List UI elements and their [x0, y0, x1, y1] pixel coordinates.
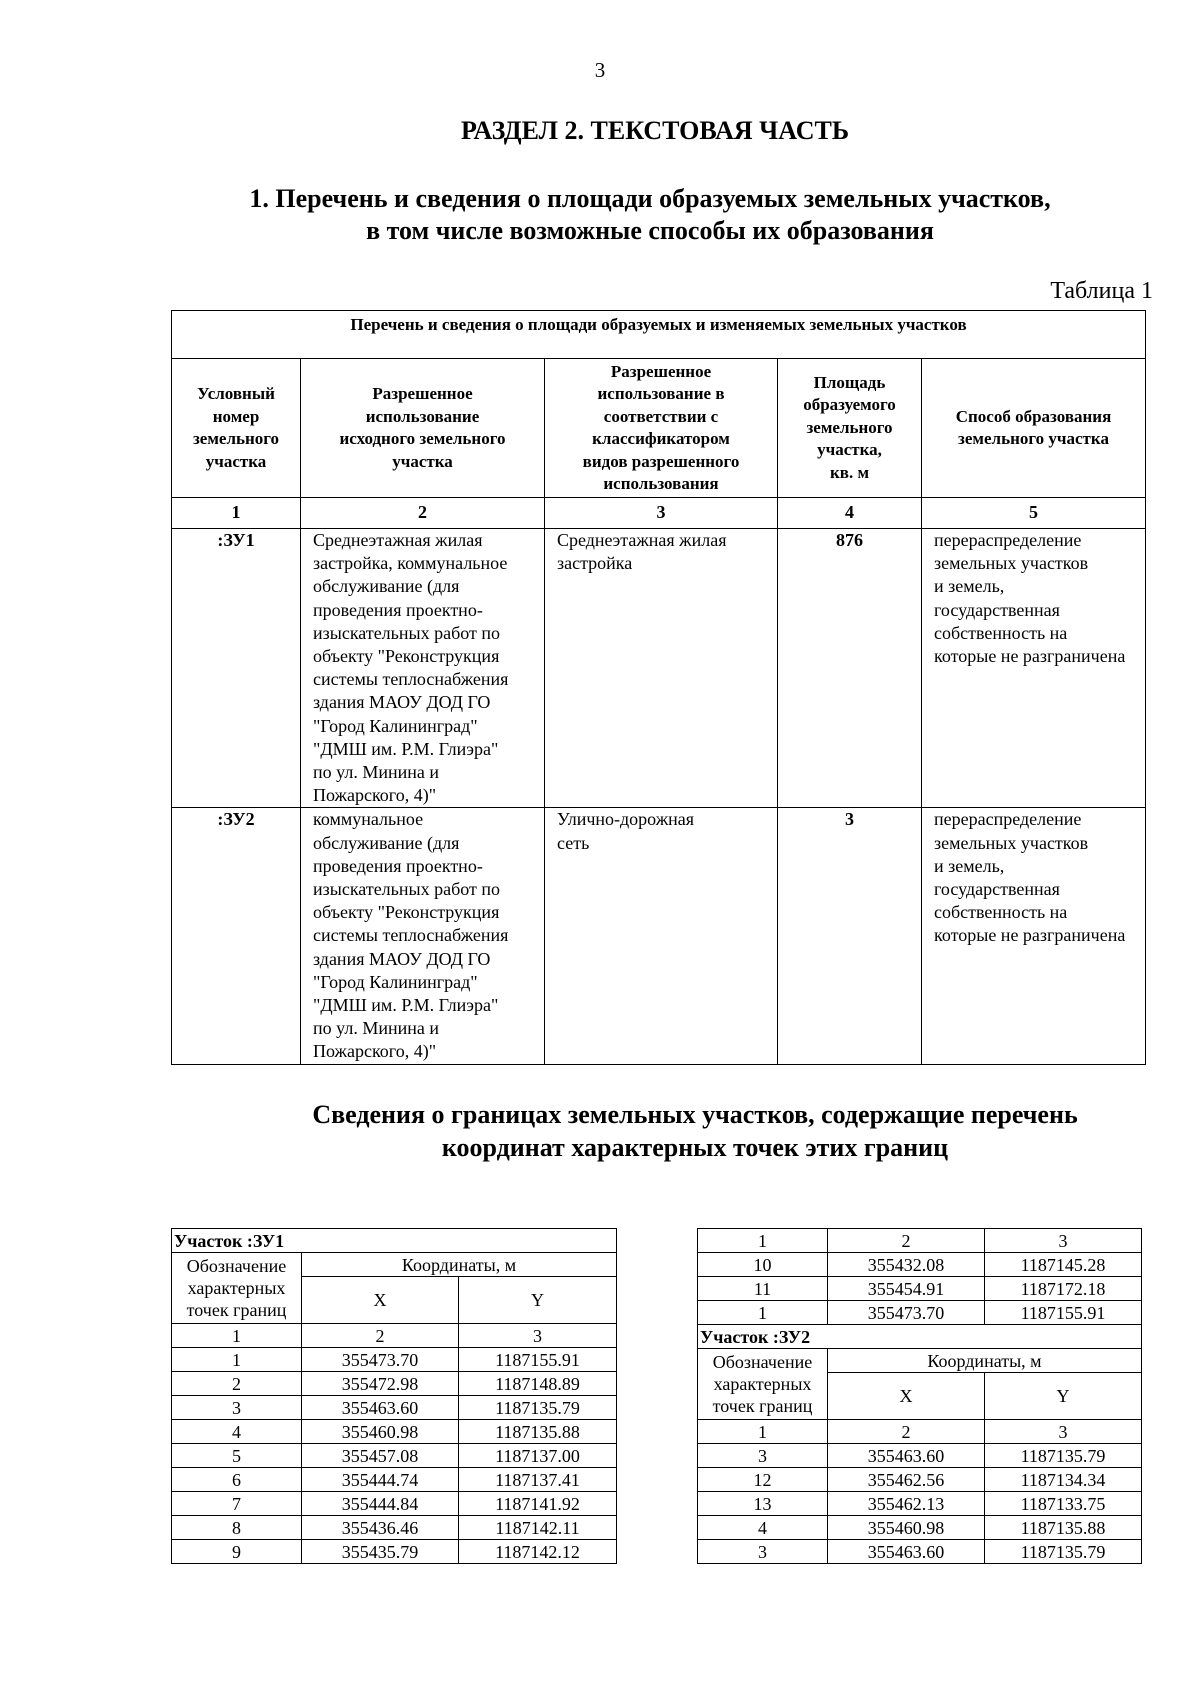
header-line: точек границ	[712, 1396, 813, 1416]
header-line: земельного	[192, 429, 280, 448]
boundaries-title	[240, 1098, 1150, 1164]
x-coordinate: 355435.79	[302, 1540, 459, 1564]
header-line: исходного земельного	[339, 429, 506, 448]
header-line: участка	[205, 451, 267, 471]
y-coordinate: 1187135.79	[985, 1444, 1142, 1468]
point-number: 3	[698, 1540, 828, 1564]
point-number: 5	[172, 1444, 302, 1468]
y-coordinate: 1187137.00	[459, 1444, 617, 1468]
x-coordinate: 355460.98	[302, 1420, 459, 1444]
point-number: 13	[698, 1492, 828, 1516]
plot-title: Участок :ЗУ1	[172, 1229, 617, 1253]
header-cell	[172, 359, 301, 498]
cell-line: объекту "Реконструкция	[313, 646, 500, 667]
x-coordinate: 355463.60	[828, 1444, 985, 1468]
classified-use-cell	[545, 808, 778, 1064]
header-line: соответствии с	[603, 406, 719, 426]
header-line: использование	[365, 406, 480, 426]
cell-line: "ДМШ им. Р.М. Глиэра"	[313, 738, 499, 759]
plot-id: :ЗУ2	[172, 808, 301, 1064]
cell-line: застройка	[557, 553, 633, 574]
point-number: 2	[172, 1372, 302, 1396]
point-number: 9	[172, 1540, 302, 1564]
column-number: 2	[828, 1420, 985, 1444]
cell-line: "Город Калининград"	[313, 971, 478, 992]
x-coordinate: 355463.60	[302, 1396, 459, 1420]
cell-line: системы теплоснабжения	[313, 925, 509, 946]
column-number: 2	[828, 1229, 985, 1253]
x-header: X	[828, 1373, 985, 1420]
cell-line: "Город Калининград"	[313, 715, 478, 736]
column-number: 3	[985, 1420, 1142, 1444]
x-header: X	[302, 1277, 459, 1324]
x-coordinate: 355432.08	[828, 1253, 985, 1277]
page-number: 3	[594, 58, 606, 82]
y-coordinate: 1187145.28	[985, 1253, 1142, 1277]
header-line: образуемого	[803, 395, 896, 415]
title-line: Сведения о границах земельных участков, содержащие перечень	[312, 1100, 1078, 1129]
cell-line: проведения проектно-	[313, 855, 483, 876]
table-row	[172, 1540, 617, 1564]
header-cell	[778, 359, 922, 498]
source-use-cell	[301, 808, 545, 1064]
header-line: видов разрешенного	[582, 451, 740, 471]
header-line: характерных	[713, 1374, 812, 1394]
y-coordinate: 1187148.89	[459, 1372, 617, 1396]
table-row	[698, 1253, 1142, 1277]
y-coordinate: 1187142.12	[459, 1540, 617, 1564]
point-number: 6	[172, 1468, 302, 1492]
y-coordinate: 1187135.79	[985, 1540, 1142, 1564]
header-line: использование в	[597, 384, 725, 403]
header-line: Площадь	[813, 372, 886, 392]
subtitle-line: в том числе возможные способы их образования	[366, 216, 934, 245]
header-line: Разрешенное	[610, 361, 712, 381]
table-row	[172, 1516, 617, 1540]
header-line: точек границ	[186, 1300, 287, 1320]
x-coordinate: 355473.70	[828, 1301, 985, 1325]
y-coordinate: 1187142.11	[459, 1516, 617, 1540]
cell-line: собственность на	[934, 622, 1068, 643]
column-number: 3	[459, 1324, 617, 1348]
zu1-continued-points	[698, 1253, 1142, 1325]
x-coordinate: 355460.98	[828, 1516, 985, 1540]
title-line: координат характерных точек этих границ	[441, 1133, 949, 1162]
area-cell: 3	[778, 808, 922, 1064]
header-line: Разрешенное	[372, 384, 473, 403]
point-label-header	[172, 1253, 302, 1324]
x-coordinate: 355472.98	[302, 1372, 459, 1396]
y-coordinate: 1187135.88	[459, 1420, 617, 1444]
y-header: Y	[459, 1277, 617, 1324]
cell-line: собственность на	[934, 902, 1068, 923]
point-number: 11	[698, 1277, 828, 1301]
table-row	[698, 1301, 1142, 1325]
cell-line: государственная	[934, 879, 1060, 900]
x-coordinate: 355444.74	[302, 1468, 459, 1492]
coords-header: Координаты, м	[828, 1349, 1142, 1373]
y-coordinate: 1187137.41	[459, 1468, 617, 1492]
land-plots-table	[171, 310, 1146, 1065]
cell-line: по ул. Минина и	[313, 762, 439, 783]
table-row	[172, 808, 1146, 1064]
table-row	[172, 1372, 617, 1396]
cell-line: которые не разграничена	[934, 646, 1126, 667]
classified-use-cell	[545, 529, 778, 808]
column-number: 3	[545, 498, 778, 529]
cell-line: здания МАОУ ДОД ГО	[313, 692, 491, 713]
x-coordinate: 355463.60	[828, 1540, 985, 1564]
point-label-header	[698, 1349, 828, 1420]
header-line: земельного участка	[958, 429, 1109, 448]
cell-line: перераспределение	[934, 530, 1082, 550]
column-number: 1	[172, 1324, 302, 1348]
x-coordinate: 355457.08	[302, 1444, 459, 1468]
table-row	[698, 1516, 1142, 1540]
y-coordinate: 1187172.18	[985, 1277, 1142, 1301]
x-coordinate: 355444.84	[302, 1492, 459, 1516]
cell-line: обслуживание (для	[313, 832, 460, 853]
section-title: РАЗДЕЛ 2. ТЕКСТОВАЯ ЧАСТЬ	[460, 116, 850, 145]
table-row	[172, 1444, 617, 1468]
area-cell: 876	[778, 529, 922, 808]
header-line: Условный	[197, 384, 275, 403]
cell-line: изыскательных работ по	[313, 879, 501, 900]
point-number: 8	[172, 1516, 302, 1540]
cell-line: Пожарского, 4)"	[313, 785, 437, 806]
cell-line: Среднеэтажная жилая	[313, 530, 483, 550]
column-number: 2	[302, 1324, 459, 1348]
header-line: использования	[603, 474, 719, 493]
table-row	[698, 1277, 1142, 1301]
cell-line: "ДМШ им. Р.М. Глиэра"	[313, 995, 499, 1016]
table-row	[172, 529, 1146, 808]
cell-line: Пожарского, 4)"	[313, 1041, 437, 1062]
cell-line: системы теплоснабжения	[313, 669, 509, 690]
document-subtitle	[170, 183, 1130, 247]
point-number: 4	[172, 1420, 302, 1444]
cell-line: сеть	[557, 832, 590, 853]
cell-line: земельных участков	[934, 832, 1089, 853]
header-line: кв. м	[829, 462, 870, 482]
header-line: участка,	[817, 440, 882, 460]
table-row	[172, 1492, 617, 1516]
plot-title: Участок :ЗУ2	[698, 1325, 1142, 1349]
point-number: 3	[698, 1444, 828, 1468]
point-number: 4	[698, 1516, 828, 1540]
column-number: 1	[172, 498, 301, 529]
cell-line: и земель,	[934, 855, 1005, 876]
x-coordinate: 355473.70	[302, 1348, 459, 1372]
table-caption: Перечень и сведения о площади образуемых и изменяемых земельных участков	[172, 311, 1146, 359]
cell-line: по ул. Минина и	[313, 1018, 439, 1039]
y-coordinate: 1187133.75	[985, 1492, 1142, 1516]
header-cell	[301, 359, 545, 498]
y-coordinate: 1187155.91	[985, 1301, 1142, 1325]
cell-line: застройка, коммунальное	[313, 553, 508, 574]
header-cell	[545, 359, 778, 498]
header-cell	[922, 359, 1146, 498]
column-number: 4	[778, 498, 922, 529]
cell-line: изыскательных работ по	[313, 622, 501, 643]
header-line: номер	[212, 406, 260, 426]
zu1-points	[172, 1348, 617, 1564]
table-row	[698, 1444, 1142, 1468]
table-row	[172, 1348, 617, 1372]
table-row	[698, 1540, 1142, 1564]
y-coordinate: 1187155.91	[459, 1348, 617, 1372]
header-line: Обозначение	[186, 1256, 287, 1276]
column-number: 3	[985, 1229, 1142, 1253]
y-header: Y	[985, 1373, 1142, 1420]
x-coordinate: 355436.46	[302, 1516, 459, 1540]
point-number: 3	[172, 1396, 302, 1420]
method-cell	[922, 529, 1146, 808]
table-label: Таблица 1	[1050, 278, 1153, 304]
cell-line: государственная	[934, 599, 1060, 620]
cell-line: здания МАОУ ДОД ГО	[313, 948, 491, 969]
source-use-cell	[301, 529, 545, 808]
point-number: 1	[172, 1348, 302, 1372]
cell-line: земельных участков	[934, 553, 1089, 574]
cell-line: перераспределение	[934, 809, 1082, 830]
subtitle-line: 1. Перечень и сведения о площади образуемых земельных участков,	[249, 184, 1051, 213]
table-row	[172, 1468, 617, 1492]
header-line: Обозначение	[712, 1352, 813, 1372]
table-row	[698, 1468, 1142, 1492]
plot-id: :ЗУ1	[172, 529, 301, 808]
cell-line: проведения проектно-	[313, 599, 483, 620]
x-coordinate: 355462.56	[828, 1468, 985, 1492]
header-line: Способ образования	[955, 406, 1112, 426]
header-line: классификатором	[592, 429, 730, 448]
cell-line: обслуживание (для	[313, 576, 460, 597]
point-number: 10	[698, 1253, 828, 1277]
column-number: 2	[301, 498, 545, 529]
header-line: характерных	[187, 1278, 286, 1298]
point-number: 1	[698, 1301, 828, 1325]
y-coordinate: 1187134.34	[985, 1468, 1142, 1492]
cell-line: Среднеэтажная жилая	[557, 530, 727, 550]
coords-header: Координаты, м	[302, 1253, 617, 1277]
x-coordinate: 355454.91	[828, 1277, 985, 1301]
y-coordinate: 1187135.79	[459, 1396, 617, 1420]
table-row	[172, 1396, 617, 1420]
y-coordinate: 1187141.92	[459, 1492, 617, 1516]
point-number: 12	[698, 1468, 828, 1492]
cell-line: коммунальное	[313, 809, 424, 830]
cell-line: объекту "Реконструкция	[313, 902, 500, 923]
y-coordinate: 1187135.88	[985, 1516, 1142, 1540]
cell-line: которые не разграничена	[934, 925, 1126, 946]
column-number: 1	[698, 1420, 828, 1444]
table-row	[698, 1492, 1142, 1516]
zu2-points	[698, 1444, 1142, 1564]
cell-line: и земель,	[934, 576, 1005, 597]
column-number: 1	[698, 1229, 828, 1253]
method-cell	[922, 808, 1146, 1064]
header-line: земельного	[806, 417, 893, 437]
x-coordinate: 355462.13	[828, 1492, 985, 1516]
cell-line: Улично-дорожная	[557, 809, 695, 830]
zu1-coordinates-table	[171, 1228, 617, 1564]
point-number: 7	[172, 1492, 302, 1516]
zu2-coordinates-table	[697, 1228, 1142, 1564]
column-number: 5	[922, 498, 1146, 529]
table-row	[172, 1420, 617, 1444]
header-line: участка	[392, 451, 453, 471]
